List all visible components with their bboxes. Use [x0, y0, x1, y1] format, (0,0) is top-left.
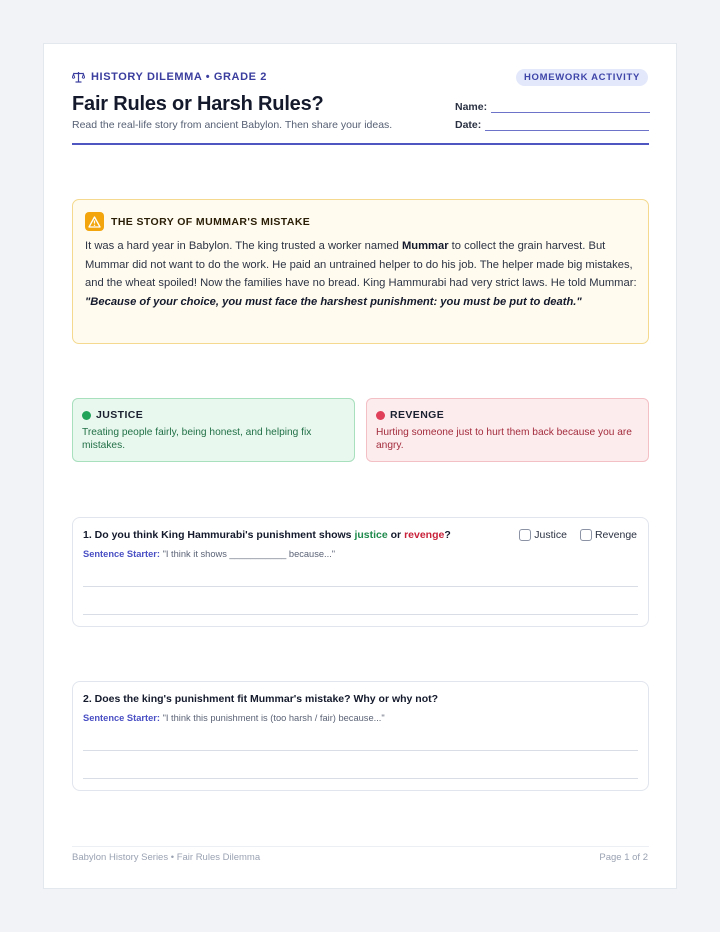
- kicker: [72, 71, 267, 83]
- date-line[interactable]: [485, 119, 649, 131]
- justice-checkbox[interactable]: [519, 529, 531, 541]
- revenge-header: [376, 409, 444, 421]
- q1-prefix: 1. Do you think King Hammurabi's punishment shows: [83, 529, 355, 541]
- story-box: [72, 199, 649, 344]
- story-header: [85, 212, 310, 231]
- q2-starter-text: "I think this punishment is (too harsh / fair) because...": [160, 713, 385, 723]
- kicker-text: HISTORY DILEMMA • GRADE 2: [91, 71, 267, 83]
- story-text-part-1: It was a hard year in Babylon. The king trusted a worker named: [85, 240, 402, 252]
- q1-revenge-word: revenge: [404, 529, 445, 541]
- justice-definition: [72, 398, 355, 462]
- question-1-card: [72, 517, 649, 627]
- justice-choice[interactable]: [519, 529, 567, 541]
- footer-divider: [72, 846, 649, 847]
- question-2-text: 2. Does the king's punishment fit Mummar's mistake? Why or why not?: [83, 693, 439, 705]
- footer-page-number: Page 1 of 2: [599, 852, 648, 863]
- page-title: Fair Rules or Harsh Rules?: [72, 93, 324, 115]
- q2-sentence-starter: [83, 713, 385, 723]
- q1-middle: or: [387, 529, 405, 541]
- q1-answer-line-2[interactable]: [83, 614, 638, 615]
- revenge-text: Hurting someone just to hurt them back because you are angry.: [376, 427, 632, 451]
- revenge-checkbox[interactable]: [580, 529, 592, 541]
- footer-series: Babylon History Series • Fair Rules Dilemma: [72, 852, 261, 863]
- q1-choices: [519, 529, 637, 541]
- story-quote: "Because of your choice, you must face the harshest punishment: you must be put to death.": [85, 295, 582, 308]
- scales-icon: [72, 71, 85, 83]
- q2-answer-line-1[interactable]: [83, 750, 638, 751]
- name-label: Name:: [455, 101, 488, 113]
- revenge-choice[interactable]: [580, 529, 637, 541]
- story-name: Mummar: [401, 240, 449, 252]
- worksheet-page: [43, 43, 677, 889]
- justice-text: Treating people fairly, being honest, and helping fix mistakes.: [82, 427, 312, 451]
- q2-answer-line-2[interactable]: [83, 778, 638, 779]
- homework-badge: HOMEWORK ACTIVITY: [516, 69, 648, 86]
- story-text: [85, 237, 640, 311]
- q1-answer-line-1[interactable]: [83, 586, 638, 587]
- revenge-title: REVENGE: [390, 409, 445, 421]
- date-field[interactable]: [455, 119, 649, 131]
- name-field[interactable]: [455, 101, 650, 113]
- header-divider: [72, 143, 649, 145]
- warning-icon: [85, 212, 104, 231]
- justice-dot-icon: [82, 411, 91, 420]
- question-1-text: [83, 529, 451, 541]
- q2-starter-label: Sentence Starter:: [83, 713, 160, 723]
- justice-choice-label: Justice: [534, 529, 567, 541]
- question-2-card: [72, 681, 649, 791]
- story-title: THE STORY OF MUMMAR'S MISTAKE: [111, 215, 311, 228]
- revenge-choice-label: Revenge: [594, 529, 637, 541]
- story-text-part-2: to collect the grain harvest. But Mummar did not want to do the work. He paid an untrained helper to do his job. The helper made big mistakes, and the wheat spoiled! Now the families have no bread. King Hammurabi had very strict laws. He told Mummar:: [85, 240, 637, 289]
- q1-sentence-starter: [83, 549, 335, 559]
- q1-suffix: ?: [444, 529, 451, 541]
- revenge-definition: [366, 398, 649, 462]
- name-line[interactable]: [491, 101, 650, 113]
- q1-starter-text: "I think it shows ___________ because...": [160, 549, 336, 559]
- q1-justice-word: justice: [354, 529, 388, 541]
- date-label: Date:: [455, 119, 482, 131]
- justice-title: JUSTICE: [96, 409, 144, 421]
- page-subtitle: Read the real-life story from ancient Babylon. Then share your ideas.: [72, 119, 393, 131]
- revenge-dot-icon: [376, 411, 385, 420]
- justice-header: [82, 409, 143, 421]
- q1-starter-label: Sentence Starter:: [83, 549, 160, 559]
